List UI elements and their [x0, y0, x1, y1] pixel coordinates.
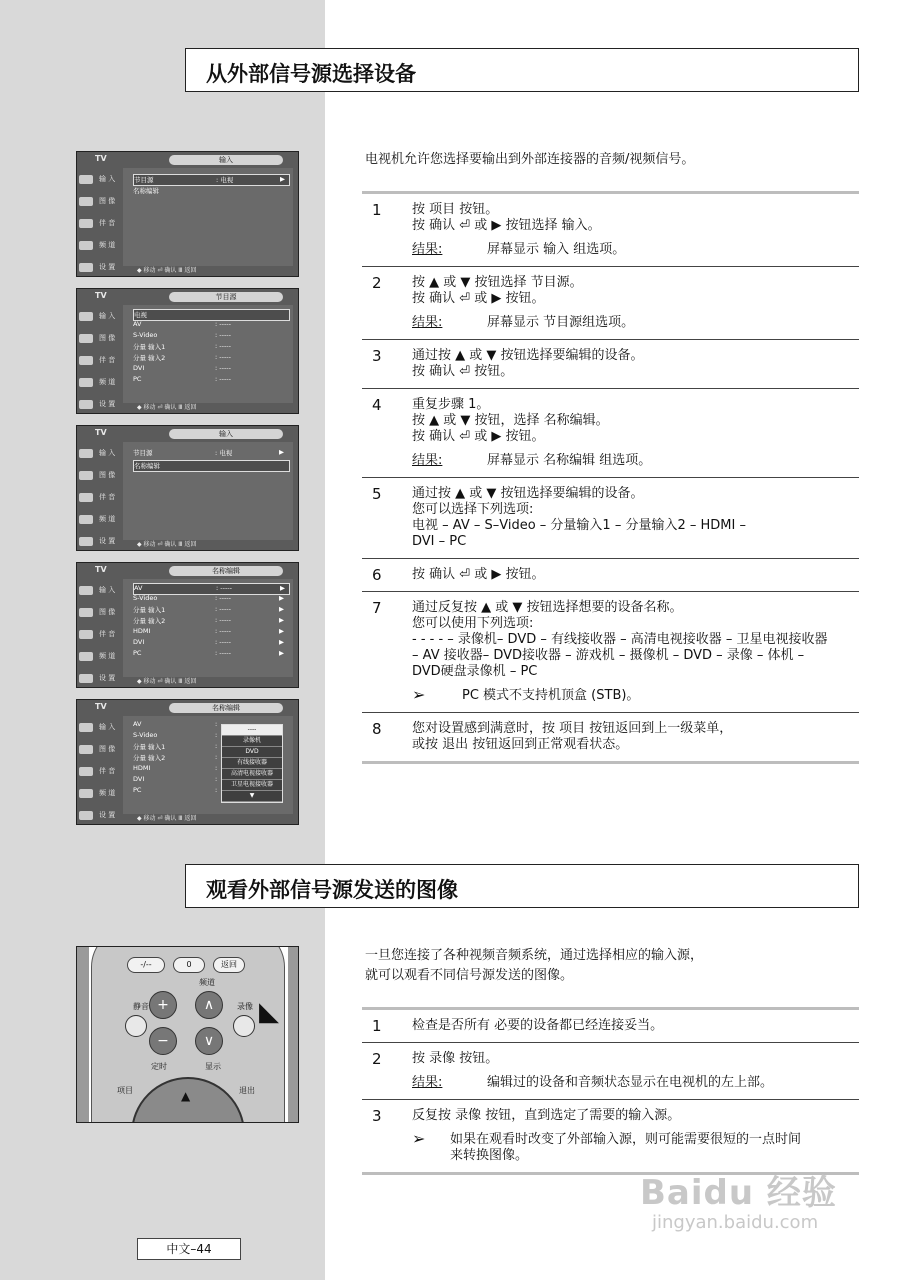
- menu-row: [133, 594, 288, 604]
- tv-label: TV: [95, 154, 107, 163]
- result-text: 屏幕显示 节目源组选项。: [487, 315, 635, 330]
- remote-edge: [77, 947, 89, 1123]
- info-label: 显示: [205, 1062, 221, 1071]
- source-button: [233, 1015, 255, 1037]
- section-title-select-device: 从外部信号源选择设备: [185, 48, 859, 92]
- menu-row-label: 电视: [134, 311, 147, 319]
- menu-row-value: :: [215, 753, 218, 761]
- menu-row-label: HDMI: [133, 764, 151, 772]
- note-arrow-icon: ➢: [412, 1129, 426, 1148]
- menu-row-value: : -----: [215, 375, 231, 383]
- section2-intro-line: 一旦您连接了各种视频音频系统，通过选择相应的输入源，: [365, 948, 704, 963]
- menu-category-icon: [79, 378, 93, 387]
- menu-content: [123, 442, 293, 540]
- menu-category-icon: [79, 197, 93, 206]
- menu-row-arrow-icon: ▶: [280, 584, 285, 592]
- sidebar-label: 频 道: [99, 652, 116, 660]
- tv-label: TV: [95, 291, 107, 300]
- sidebar-label: 输 入: [99, 175, 116, 183]
- sidebar-label: 设 置: [99, 263, 116, 271]
- menu-row-label: 节目源: [134, 176, 154, 184]
- up-arrow-icon: ▲: [181, 1089, 191, 1103]
- menu-category-icon: [79, 449, 93, 458]
- popup-option: 卫星电视接收器: [222, 780, 282, 791]
- zero-button: 0: [173, 957, 205, 973]
- popup-option: DVD: [222, 747, 282, 758]
- menu-row-value: : 电视: [216, 176, 234, 184]
- section2-steps: [362, 1007, 859, 1175]
- sidebar-item: [79, 536, 115, 546]
- menu-category-icon: [79, 312, 93, 321]
- sidebar-item: [79, 673, 115, 683]
- step-number: 2: [372, 274, 382, 292]
- menu-sidebar: [77, 442, 123, 550]
- step-text: 检查是否所有 必要的设备都已经连接妥当。: [412, 1018, 664, 1033]
- menu-row-label: 分量 输入1: [133, 343, 166, 351]
- sidebar-item: [79, 399, 115, 409]
- menu-row-label: 分量 输入2: [133, 617, 166, 625]
- menu-row-label: DVI: [133, 638, 145, 646]
- menu-row-label: DVI: [133, 775, 145, 783]
- menu-category-icon: [79, 674, 93, 683]
- menu-content: [123, 305, 293, 403]
- popup-option: ----: [222, 725, 282, 736]
- volume-down-button: −: [149, 1027, 177, 1055]
- step-item: [362, 389, 859, 478]
- mute-label: 静音: [133, 1002, 149, 1011]
- sidebar-item: [79, 744, 115, 754]
- step-number: 2: [372, 1050, 382, 1068]
- tv-menu-screen: [76, 288, 299, 414]
- menu-row: [133, 460, 290, 472]
- sidebar-item: [79, 810, 115, 820]
- remote-control-illustration: [76, 946, 299, 1123]
- sidebar-item: [79, 218, 115, 228]
- sidebar-label: 图 像: [99, 471, 116, 479]
- step-number: 7: [372, 599, 382, 617]
- menu-footer: ◆ 移动 ⏎ 确认 Ⅲ 返回: [137, 815, 197, 822]
- menu-category-icon: [79, 811, 93, 820]
- step-result: [412, 453, 859, 469]
- menu-category-icon: [79, 219, 93, 228]
- sidebar-item: [79, 788, 115, 798]
- step-item: [362, 1010, 859, 1043]
- menu-row-label: 分量 输入2: [133, 354, 166, 362]
- menu-content: [123, 716, 293, 814]
- sidebar-label: 图 像: [99, 197, 116, 205]
- menu-row: [133, 649, 288, 659]
- step-number: 8: [372, 720, 382, 738]
- step-note: [412, 1129, 859, 1164]
- sidebar-item: [79, 262, 115, 272]
- tv-menu-screen: [76, 562, 299, 688]
- step-item: [362, 267, 859, 340]
- watermark-logo: Baidu 经验: [640, 1173, 837, 1213]
- menu-row: [133, 364, 288, 374]
- menu-row-value: :: [215, 742, 218, 750]
- menu-category-icon: [79, 537, 93, 546]
- pointer-arrow-icon: ◣: [259, 997, 279, 1027]
- section-title-view-source: 观看外部信号源发送的图像: [185, 864, 859, 908]
- step-text: DVD硬盘录像机 – PC: [412, 664, 538, 679]
- volume-up-button: +: [149, 991, 177, 1019]
- step-item: [362, 1100, 859, 1175]
- sidebar-item: [79, 311, 115, 321]
- step-number: 1: [372, 1017, 382, 1035]
- menu-category-icon: [79, 608, 93, 617]
- step-text: 按 项目 按钮。: [412, 202, 499, 217]
- sidebar-item: [79, 766, 115, 776]
- menu-category-icon: [79, 586, 93, 595]
- step-text: 电视 – AV – S–Video – 分量输入1 – 分量输入2 – HDMI –: [412, 518, 746, 533]
- sidebar-label: 图 像: [99, 745, 116, 753]
- menu-row-value: : -----: [215, 627, 231, 635]
- menu-header: 节目源: [169, 292, 283, 302]
- tv-label: TV: [95, 428, 107, 437]
- menu-footer: ◆ 移动 ⏎ 确认 Ⅲ 返回: [137, 541, 197, 548]
- menu-row: [133, 605, 288, 615]
- tvlist-button: -/--: [127, 957, 165, 973]
- menu-sidebar: [77, 579, 123, 687]
- menu-row-arrow-icon: ▶: [279, 649, 284, 657]
- sidebar-item: [79, 377, 115, 387]
- sidebar-label: 输 入: [99, 723, 116, 731]
- menu-category-icon: [79, 652, 93, 661]
- menu-row-label: S-Video: [133, 594, 158, 602]
- sidebar-label: 设 置: [99, 537, 116, 545]
- menu-row-value: : -----: [215, 342, 231, 350]
- sidebar-item: [79, 333, 115, 343]
- sidebar-item: [79, 470, 115, 480]
- prech-button: 返回: [213, 957, 245, 973]
- menu-row-arrow-icon: ▶: [279, 638, 284, 646]
- step-text: - - - - – 录像机– DVD – 有线接收器 – 高清电视接收器 – 卫星电视接收器: [412, 632, 828, 647]
- menu-row-arrow-icon: ▶: [280, 175, 285, 183]
- step-text: 通过按 ▲ 或 ▼ 按钮选择要编辑的设备。: [412, 348, 644, 363]
- sidebar-label: 设 置: [99, 400, 116, 408]
- menu-row-value: :: [215, 731, 218, 739]
- menu-category-icon: [79, 263, 93, 272]
- step-text: 您对设置感到满意时，按 项目 按钮返回到上一级菜单，: [412, 721, 733, 736]
- menu-category-icon: [79, 241, 93, 250]
- step-number: 3: [372, 347, 382, 365]
- sidebar-item: [79, 174, 115, 184]
- menu-category-icon: [79, 630, 93, 639]
- sidebar-item: [79, 240, 115, 250]
- popup-option: 录像机: [222, 736, 282, 747]
- sidebar-item: [79, 722, 115, 732]
- menu-row-value: : -----: [215, 605, 231, 613]
- sidebar-label: 输 入: [99, 312, 116, 320]
- step-number: 4: [372, 396, 382, 414]
- menu-row-value: : -----: [215, 594, 231, 602]
- step-text: 通过按 ▲ 或 ▼ 按钮选择要编辑的设备。: [412, 486, 644, 501]
- menu-row-label: S-Video: [133, 731, 158, 739]
- channel-up-button: ∧: [195, 991, 223, 1019]
- result-text: 屏幕显示 输入 组选项。: [487, 242, 626, 257]
- menu-row: [133, 320, 288, 330]
- step-text: DVI – PC: [412, 534, 467, 549]
- menu-row-label: 名称编辑: [134, 462, 160, 470]
- note-arrow-icon: ➢: [412, 685, 426, 704]
- menu-row: [133, 174, 290, 186]
- sidebar-label: 伴 音: [99, 767, 116, 775]
- sidebar-label: 图 像: [99, 334, 116, 342]
- menu-row: [133, 627, 288, 637]
- section1-intro: 电视机允许您选择要输出到外部连接器的音频/视频信号。: [365, 152, 695, 167]
- step-number: 5: [372, 485, 382, 503]
- menu-footer: ◆ 移动 ⏎ 确认 Ⅲ 返回: [137, 267, 197, 274]
- step-item: [362, 559, 859, 592]
- menu-content: [123, 168, 293, 266]
- step-text: 您可以选择下列选项:: [412, 502, 534, 517]
- step-text: 您可以使用下列选项:: [412, 616, 534, 631]
- menu-row-label: AV: [133, 720, 142, 728]
- source-label: 录像: [237, 1002, 253, 1011]
- tv-menu-screen: [76, 699, 299, 825]
- sidebar-item: [79, 448, 115, 458]
- sidebar-label: 伴 音: [99, 493, 116, 501]
- step-text: 按 录像 按钮。: [412, 1051, 499, 1066]
- menu-category-icon: [79, 745, 93, 754]
- popup-option: 有线接收器: [222, 758, 282, 769]
- menu-row-arrow-icon: ▶: [279, 448, 284, 456]
- tv-label: TV: [95, 702, 107, 711]
- result-label: 结果:: [412, 242, 443, 257]
- step-item: [362, 1043, 859, 1100]
- step-item: [362, 340, 859, 389]
- menu-row-label: HDMI: [133, 627, 151, 635]
- menu-sidebar: [77, 305, 123, 413]
- sidebar-label: 频 道: [99, 378, 116, 386]
- menu-footer: ◆ 移动 ⏎ 确认 Ⅲ 返回: [137, 678, 197, 685]
- menu-row-label: PC: [133, 649, 142, 657]
- sidebar-label: 输 入: [99, 449, 116, 457]
- result-text: 编辑过的设备和音频状态显示在电视机的左上部。: [487, 1075, 774, 1090]
- menu-row: [133, 448, 288, 458]
- mute-button: [125, 1015, 147, 1037]
- sidebar-label: 设 置: [99, 811, 116, 819]
- menu-category-icon: [79, 493, 93, 502]
- menu-row: [133, 638, 288, 648]
- note-text: PC 模式不支持机顶盒 (STB)。: [462, 688, 640, 703]
- tv-label: TV: [95, 565, 107, 574]
- step-text: 按 确认 ⏎ 或 ▶ 按钮。: [412, 567, 545, 582]
- sidebar-label: 频 道: [99, 789, 116, 797]
- menu-row: [133, 353, 288, 363]
- menu-row-arrow-icon: ▶: [279, 605, 284, 613]
- menu-header: 输入: [169, 155, 283, 165]
- menu-sidebar: [77, 716, 123, 824]
- sidebar-label: 伴 音: [99, 630, 116, 638]
- step-text: – AV 接收器– DVD接收器 – 游戏机 – 摄像机 – DVD – 录像 – 体机 –: [412, 648, 805, 663]
- menu-row-value: : -----: [215, 320, 231, 328]
- menu-row-value: : -----: [215, 616, 231, 624]
- menu-row-value: : -----: [215, 364, 231, 372]
- menu-row-arrow-icon: ▶: [279, 616, 284, 624]
- note-text: 来转换图像。: [450, 1148, 529, 1163]
- menu-category-icon: [79, 175, 93, 184]
- menu-category-icon: [79, 334, 93, 343]
- sidebar-item: [79, 492, 115, 502]
- name-options-popup: [221, 724, 283, 803]
- menu-label: 项目: [117, 1086, 133, 1095]
- menu-row-value: : -----: [215, 638, 231, 646]
- section2-intro-line: 就可以观看不同信号源发送的图像。: [365, 968, 574, 983]
- sidebar-item: [79, 607, 115, 617]
- menu-row-label: S-Video: [133, 331, 158, 339]
- sidebar-item: [79, 651, 115, 661]
- step-number: 3: [372, 1107, 382, 1125]
- menu-row-value: : -----: [216, 584, 232, 592]
- step-number: 1: [372, 201, 382, 219]
- menu-row: [133, 616, 288, 626]
- menu-row-label: 分量 输入1: [133, 743, 166, 751]
- step-item: [362, 713, 859, 764]
- exit-label: 退出: [239, 1086, 255, 1095]
- menu-row-label: DVI: [133, 364, 145, 372]
- menu-row-label: AV: [133, 320, 142, 328]
- menu-row-label: 节目源: [133, 449, 153, 457]
- menu-row: [133, 331, 288, 341]
- menu-sidebar: [77, 168, 123, 276]
- menu-row-label: AV: [134, 584, 143, 592]
- step-text: 按 确认 ⏎ 或 ▶ 按钮。: [412, 429, 545, 444]
- menu-row-value: : 电视: [215, 449, 233, 457]
- sidebar-label: 设 置: [99, 674, 116, 682]
- step-result: [412, 242, 859, 258]
- step-text: 通过反复按 ▲ 或 ▼ 按钮选择想要的设备名称。: [412, 600, 683, 615]
- step-text: 按 ▲ 或 ▼ 按钮，选择 名称编辑。: [412, 413, 609, 428]
- step-item: [362, 194, 859, 267]
- step-note: [412, 685, 859, 704]
- menu-category-icon: [79, 789, 93, 798]
- menu-row-value: : -----: [215, 331, 231, 339]
- sidebar-item: [79, 355, 115, 365]
- step-result: [412, 1075, 859, 1091]
- menu-category-icon: [79, 767, 93, 776]
- menu-header: 名称编辑: [169, 703, 283, 713]
- menu-row-label: PC: [133, 786, 142, 794]
- sidebar-label: 输 入: [99, 586, 116, 594]
- menu-row-value: : -----: [215, 649, 231, 657]
- step-text: 按 确认 ⏎ 按钮。: [412, 364, 514, 379]
- sidebar-label: 伴 音: [99, 356, 116, 364]
- section2-intro: [365, 946, 703, 986]
- channel-label: 频道: [199, 978, 215, 987]
- step-text: 按 ▲ 或 ▼ 按钮选择 节目源。: [412, 275, 583, 290]
- step-result: [412, 315, 859, 331]
- menu-row: [133, 186, 288, 196]
- menu-row-value: :: [215, 775, 218, 783]
- sidebar-item: [79, 514, 115, 524]
- result-text: 屏幕显示 名称编辑 组选项。: [487, 453, 652, 468]
- channel-down-button: ∨: [195, 1027, 223, 1055]
- result-label: 结果:: [412, 315, 443, 330]
- menu-category-icon: [79, 515, 93, 524]
- tv-menu-screen: [76, 425, 299, 551]
- note-text: 如果在观看时改变了外部输入源，则可能需要很短的一点时间: [450, 1132, 802, 1147]
- popup-option: 高清电视接收器: [222, 769, 282, 780]
- step-text: 或按 退出 按钮返回到正常观看状态。: [412, 737, 629, 752]
- sidebar-label: 伴 音: [99, 219, 116, 227]
- menu-header: 输入: [169, 429, 283, 439]
- menu-row-label: 分量 输入2: [133, 754, 166, 762]
- watermark-url: jingyan.baidu.com: [652, 1212, 819, 1233]
- result-label: 结果:: [412, 1075, 443, 1090]
- sidebar-item: [79, 585, 115, 595]
- menu-row: [133, 375, 288, 385]
- menu-row-label: 分量 输入1: [133, 606, 166, 614]
- step-number: 6: [372, 566, 382, 584]
- menu-row-value: :: [215, 764, 218, 772]
- menu-row-label: PC: [133, 375, 142, 383]
- still-label: 定时: [151, 1062, 167, 1071]
- popup-option: ▼: [222, 791, 282, 802]
- page-number: 中文–44: [137, 1238, 241, 1260]
- menu-row-arrow-icon: ▶: [279, 594, 284, 602]
- step-text: 重复步骤 1。: [412, 397, 490, 412]
- menu-row-value: :: [215, 786, 218, 794]
- menu-footer: ◆ 移动 ⏎ 确认 Ⅲ 返回: [137, 404, 197, 411]
- menu-category-icon: [79, 400, 93, 409]
- sidebar-label: 频 道: [99, 515, 116, 523]
- tv-menu-screen: [76, 151, 299, 277]
- section1-steps: [362, 191, 859, 764]
- sidebar-label: 频 道: [99, 241, 116, 249]
- menu-row-value: :: [215, 720, 218, 728]
- menu-row-arrow-icon: ▶: [279, 627, 284, 635]
- menu-row-label: 名称编辑: [133, 187, 159, 195]
- sidebar-label: 图 像: [99, 608, 116, 616]
- step-item: [362, 592, 859, 713]
- result-label: 结果:: [412, 453, 443, 468]
- step-text: 反复按 录像 按钮，直到选定了需要的输入源。: [412, 1108, 681, 1123]
- step-text: 按 确认 ⏎ 或 ▶ 按钮选择 输入。: [412, 218, 601, 233]
- menu-category-icon: [79, 356, 93, 365]
- menu-category-icon: [79, 471, 93, 480]
- step-text: 按 确认 ⏎ 或 ▶ 按钮。: [412, 291, 545, 306]
- remote-edge: [288, 947, 299, 1123]
- menu-content: [123, 579, 293, 677]
- sidebar-item: [79, 629, 115, 639]
- menu-category-icon: [79, 723, 93, 732]
- sidebar-item: [79, 196, 115, 206]
- menu-row-value: : -----: [215, 353, 231, 361]
- step-item: [362, 478, 859, 559]
- menu-row: [133, 342, 288, 352]
- menu-header: 名称编辑: [169, 566, 283, 576]
